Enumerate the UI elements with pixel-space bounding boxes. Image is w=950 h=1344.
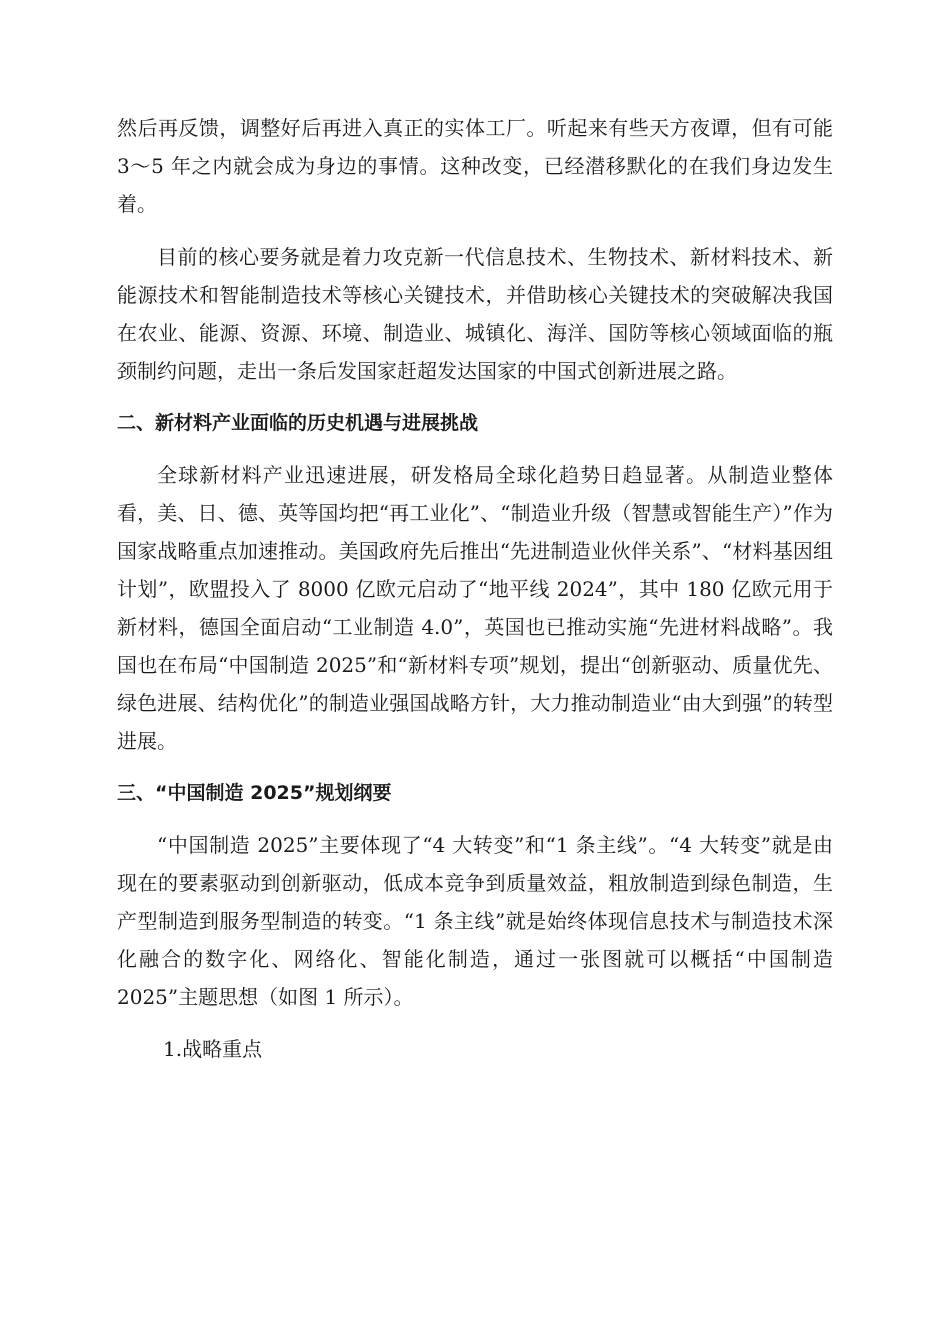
paragraph-made-in-china: “中国制造 2025”主要体现了“4 大转变”和“1 条主线”。“4 大转变”就是由现在的要素驱动到创新驱动，低成本竞争到质量效益，粗放制造到绿色制造，生产型制造到服务型制造的转变。“1 条主线”就是始终体现信息技术与制造技术深化融合的数字化、网络化、智能化制造，通过一张图就可以概括“中国制造 2025”主题思想（如图 1 所示）。: [117, 833, 833, 1009]
section-heading-3: 三、“中国制造 2025”规划纲要: [117, 782, 392, 804]
subsection-heading: 1.战略重点: [163, 1037, 263, 1061]
paragraph-global-materials: 全球新材料产业迅速进展，研发格局全球化趋势日趋显著。从制造业整体看，美、日、德、英等国均把“再工业化”、“制造业升级（智慧或智能生产）”作为国家战略重点加速推动。美国政府先后推出“先进制造业伙伴关系”、“材料基因组计划”，欧盟投入了 8000 亿欧元启动了“地平线 2024”，其中 180 亿欧元用于新材料，德国全面启动“工业制造 4.0”，英国也已推动实施“先进材料战略”。我国也在布局“中国制造 2025”和“新材料专项”规划，提出“创新驱动、质量优先、绿色进展、结构优化”的制造业强国战略方针，大力推动制造业“由大到强”的转型进展。: [117, 463, 833, 753]
paragraph-core-tasks: 目前的核心要务就是着力攻克新一代信息技术、生物技术、新材料技术、新能源技术和智能制造技术等核心关键技术，并借助核心关键技术的突破解决我国在农业、能源、资源、环境、制造业、城镇化、海洋、国防等核心领域面临的瓶颈制约问题，走出一条后发国家赶超发达国家的中国式创新进展之路。: [117, 245, 833, 383]
section-heading-2: 二、新材料产业面临的历史机遇与进展挑战: [117, 412, 479, 434]
document-page: [117, 109, 833, 1068]
paragraph-continuation: 然后再反馈，调整好后再进入真正的实体工厂。听起来有些天方夜谭，但有可能 3～5 年之内就会成为身边的事情。这种改变，已经潜移默化的在我们身边发生着。: [117, 116, 833, 216]
